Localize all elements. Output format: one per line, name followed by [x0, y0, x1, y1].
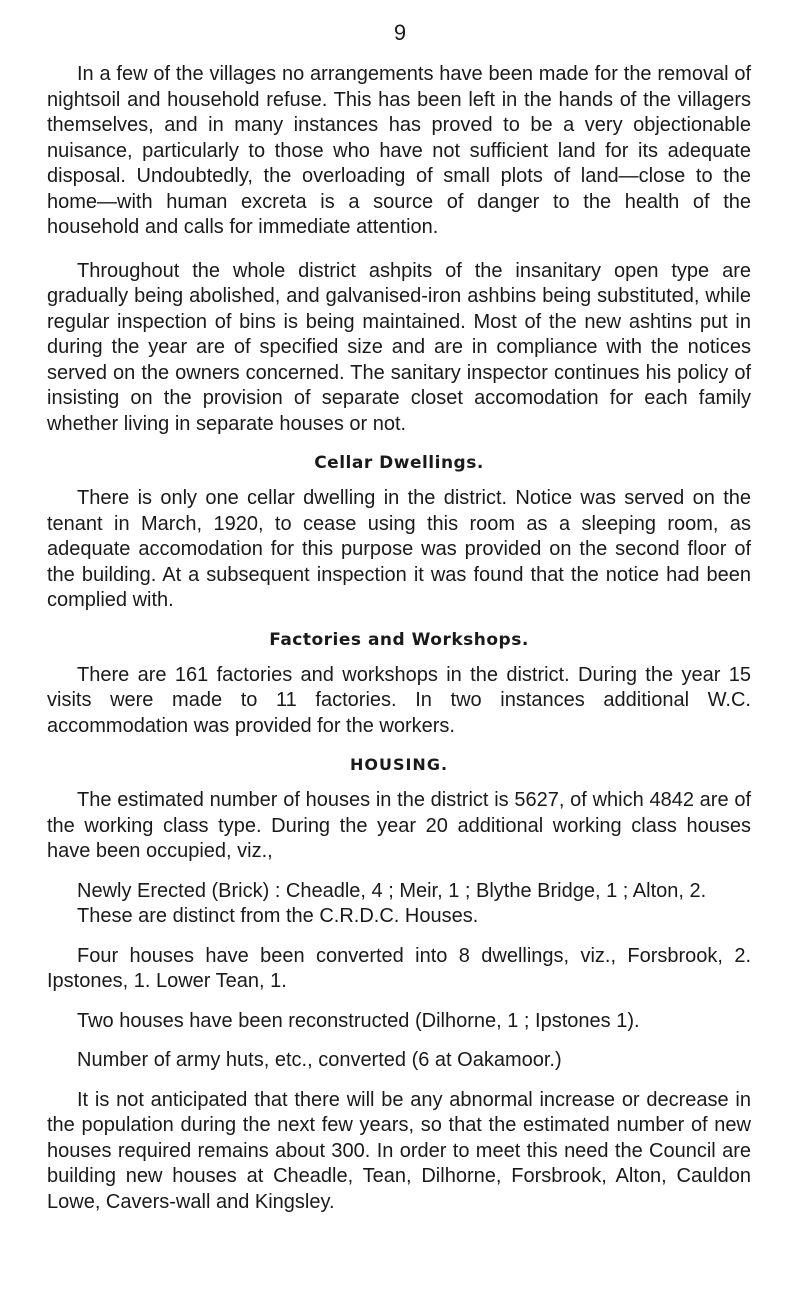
paragraph-distinct: These are distinct from the C.R.D.C. Houses. [77, 905, 479, 927]
paragraph-cellar: There is only one cellar dwelling in the district. Notice was served on the tenant in March, 1920, to cease using this room as a sleeping room, as adequate accomodation for this purpose was provided on the second floor of the building. At a subsequent inspection it was found that the notice had been complied with. [47, 487, 751, 611]
page-number: 9 [393, 20, 407, 45]
heading-housing: HOUSING. [349, 755, 449, 774]
paragraph-villages: In a few of the villages no arrangements have been made for the removal of nightsoil and household refuse. This has been left in the hands of the villagers themselves, and in many instances has proved to be a very objectionable nuisance, particularly to those who have not sufficient land for its adequate disposal. Undoubtedly, the overloading of small plots of land—close to the home—with human excreta is a source of danger to the health of the household and calls for immediate attention. [47, 63, 751, 238]
paragraph-housing-estimated: The estimated number of houses in the district is 5627, of which 4842 are of the working class type. During the year 20 additional working class houses have been occupied, viz., [47, 789, 751, 862]
heading-factories-workshops: Factories and Workshops. [269, 629, 529, 650]
paragraph-ashpits: Throughout the whole district ashpits of the insanitary open type are gradually being abolished, and galvanised-iron ashbins being substituted, while regular inspection of bins is being maintained. Most of the new ashtins put in during the year are of specified size and are in compliance with the notices served on the owners concerned. The sanitary inspector continues his policy of insisting on the provision of separate closet accomodation for each family whether living in separate houses or not. [47, 259, 751, 435]
paragraph-factories: There are 161 factories and workshops in the district. During the year 15 visits were made to 11 factories. In two instances additional W.C. accommodation was provided for the workers. [47, 663, 751, 737]
paragraph-converted: Four houses have been converted into 8 dwellings, viz., Forsbrook, 2. Ipstones, 1. Lower Tean, 1. [47, 944, 751, 992]
paragraph-newly-erected: Newly Erected (Brick) : Cheadle, 4 ; Meir, 1 ; Blythe Bridge, 1 ; Alton, 2. [77, 879, 707, 902]
paragraph-reconstructed: Two houses have been reconstructed (Dilhorne, 1 ; Ipstones 1). [77, 1009, 640, 1032]
heading-cellar-dwellings: Cellar Dwellings. [314, 453, 484, 473]
page-body [47, 62, 751, 1215]
paragraph-anticipated: It is not anticipated that there will be any abnormal increase or decrease in the population during the next few years, so that the estimated number of new houses required remains about 300. In order to meet this need the Council are building new houses at Cheadle, Tean, Dilhorne, Forsbrook, Alton, Cauldon Lowe, Cavers-wall and Kingsley. [47, 1088, 751, 1213]
paragraph-army-huts: Number of army huts, etc., converted (6 at Oakamoor.) [77, 1049, 562, 1071]
